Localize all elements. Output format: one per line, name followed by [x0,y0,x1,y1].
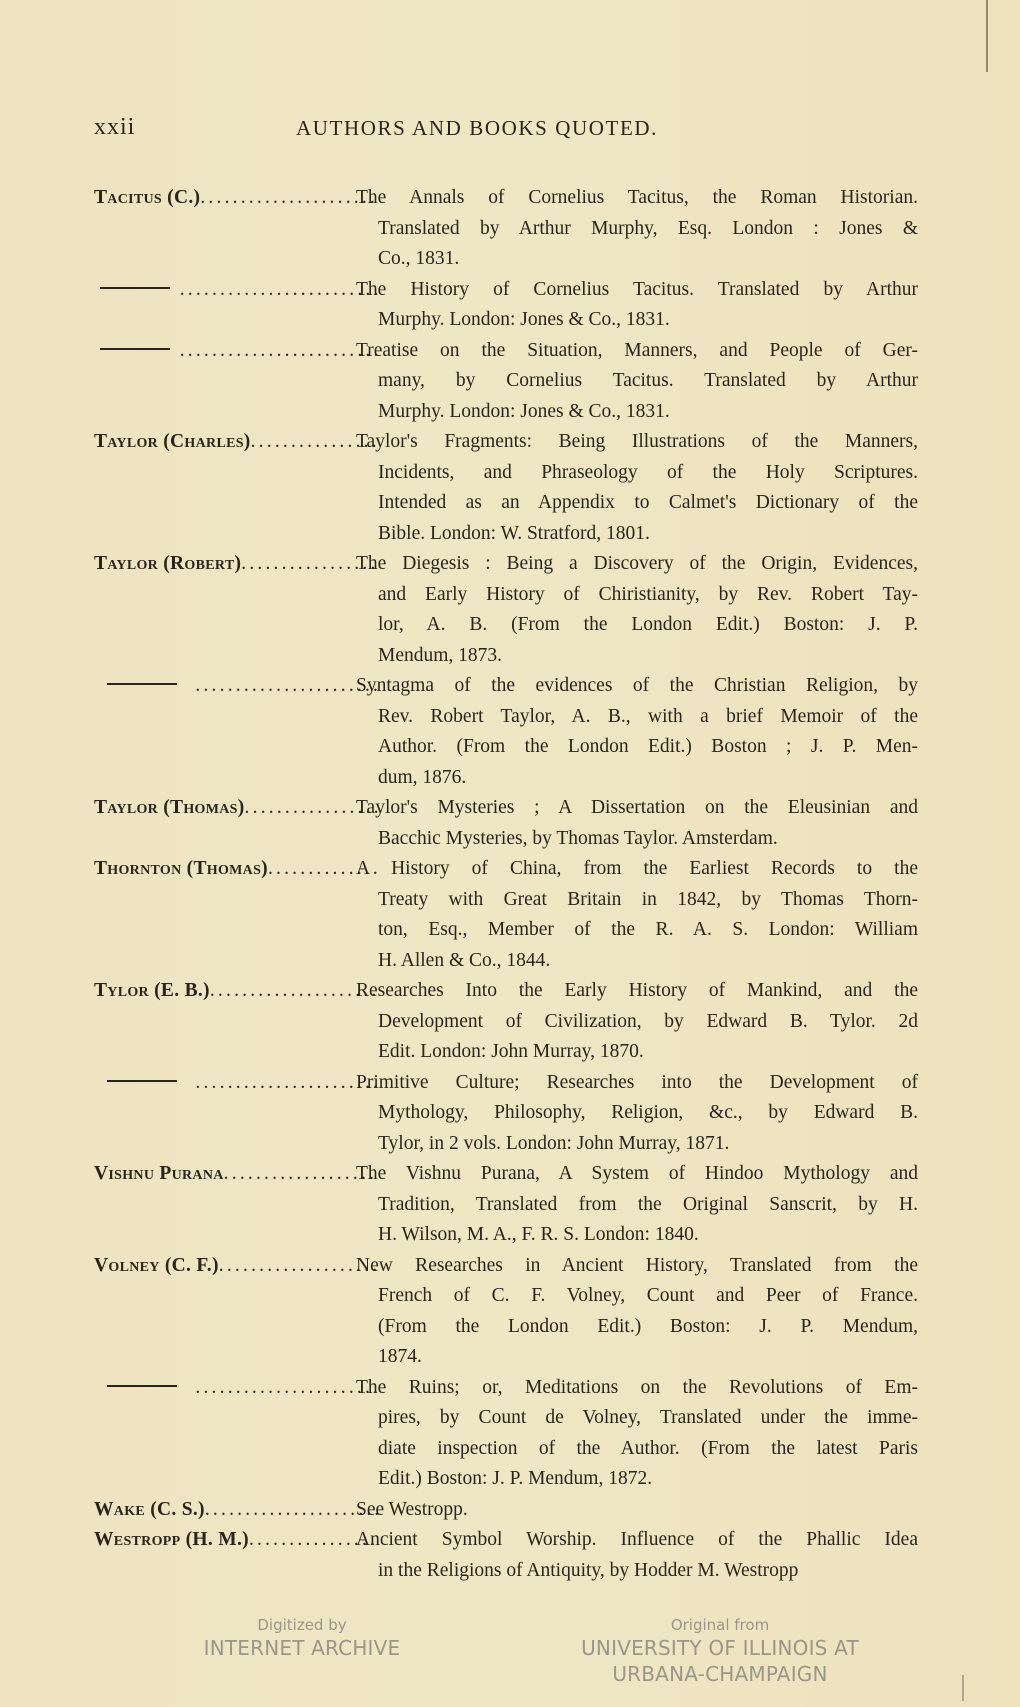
book-description-line: Intended as an Appendix to Calmet's Dictionary of the [378,492,918,513]
author-name: Wake (C. S.) [94,1498,205,1520]
book-description-line: Edit. London: John Murray, 1870. [378,1041,644,1062]
entry-author-column [94,336,378,367]
book-description-line: Primitive Culture; Researches into the Development of [356,1071,918,1093]
entry-author-column [94,549,378,580]
bibliography-entry [94,671,918,793]
bibliography-entry [94,1068,918,1160]
leader-dots [195,1373,378,1404]
book-description-line: Bible. London: W. Stratford, 1801. [378,522,650,544]
page-number: xxii [94,114,136,140]
entry-author-column [94,1068,378,1099]
entry-author-column [94,183,378,214]
entry-author-column [94,793,378,824]
book-description-line: ton, Esq., Member of the R. A. S. London: William [378,919,918,940]
book-description-line: and Early History of Chiristianity, by Rev. Robert Tay- [378,583,918,605]
entry-book-description [356,793,918,854]
page-edge-mark-bottom [962,1675,964,1701]
author-name: Taylor (Charles) [94,431,251,452]
bibliography-entry [94,976,918,1068]
book-description-line: Author. (From the London Edit.) Boston ; J. P. Men- [378,736,918,757]
digitized-by-block [182,1615,422,1661]
entry-book-description [356,1525,918,1586]
book-description-line: Researches Into the Early History of Mankind, and the [356,980,918,1001]
ditto-dash [100,287,170,289]
author-name: Taylor (Robert) [94,553,242,574]
bibliography-entry [94,183,918,275]
entry-book-description [356,976,918,1068]
book-description-line: Syntagma of the evidences of the Christian Religion, by [356,675,918,696]
book-description-line: 1874. [378,1346,422,1367]
leader-dots [180,275,378,306]
leader-dots [200,183,378,214]
book-description-line: Murphy. London: Jones & Co., 1831. [378,309,670,330]
leader-dots [195,671,378,702]
book-description-line: French of C. F. Volney, Count and Peer of France. [378,1285,918,1306]
ditto-dash [107,1080,177,1082]
original-from-caption: Original from [670,1616,770,1634]
book-description-line: Co., 1831. [378,248,460,269]
leader-dots [210,976,378,1007]
book-description-line: lor, A. B. (From the London Edit.) Boston: J. P. [378,614,918,635]
book-description-line: Development of Civilization, by Edward B. Tylor. 2d [378,1010,918,1032]
bibliography-entry [94,1251,918,1373]
entry-book-description [356,1159,918,1251]
book-description-line: many, by Cornelius Tacitus. Translated by Arthur [378,370,918,391]
author-name: Volney (C. F.) [94,1254,219,1276]
book-description-line: Mendum, 1873. [378,644,503,666]
entry-author-column [94,1373,378,1404]
book-description-line: Taylor's Fragments: Being Illustrations of the Manners, [356,431,918,452]
digitized-by-caption: Digitized by [257,1616,347,1634]
page-header [94,114,934,144]
entry-book-description [356,671,918,793]
leader-dots [224,1159,378,1190]
running-title: AUTHORS AND BOOKS QUOTED. [296,116,659,140]
book-description-line: Tradition, Translated from the Original Sanscrit, by H. [378,1193,918,1215]
book-description-line: in the Religions of Antiquity, by Hodder M. Westropp [378,1559,799,1581]
book-description-line: Treatise on the Situation, Manners, and People of Ger- [356,339,918,361]
book-description-line: The Annals of Cornelius Tacitus, the Roman Historian. [356,187,918,208]
source-library-line1: UNIVERSITY OF ILLINOIS AT [581,1636,859,1660]
ditto-dash [107,1385,177,1387]
book-description-line: H. Wilson, M. A., F. R. S. London: 1840. [378,1224,699,1245]
book-description-line: Edit.) Boston: J. P. Mendum, 1872. [378,1468,653,1489]
bibliography-entry [94,549,918,671]
author-name: Tacitus (C.) [94,187,201,208]
entry-book-description [356,183,918,275]
author-name: Westropp (H. M.) [94,1529,249,1550]
book-description-line: Incidents, and Phraseology of the Holy Scriptures. [378,461,918,483]
book-description-line: Rev. Robert Taylor, A. B., with a brief Memoir of the [378,705,918,727]
entry-author-column [94,275,378,306]
book-description-line: The Vishnu Purana, A System of Hindoo Mythology and [356,1163,918,1184]
bibliography-entry [94,1159,918,1251]
entry-author-column [94,1251,378,1282]
leader-dots [180,336,378,367]
book-description-line: Taylor's Mysteries ; A Dissertation on the Eleusinian and [356,797,918,818]
book-description-line: Bacchic Mysteries, by Thomas Taylor. Amsterdam. [378,827,778,849]
book-description-line: diate inspection of the Author. (From the latest Paris [378,1437,918,1459]
original-from-block [560,1615,880,1687]
entry-book-description [356,1373,918,1495]
leader-dots [219,1251,378,1282]
book-description-line: Treaty with Great Britain in 1842, by Thomas Thorn- [378,888,918,910]
entry-book-description [356,854,918,976]
entry-book-description [356,1251,918,1373]
book-description-line: dum, 1876. [378,766,467,788]
book-description-line: Murphy. London: Jones & Co., 1831. [378,400,670,422]
book-description-line: The Diegesis : Being a Discovery of the Origin, Evidences, [356,553,918,574]
bibliography-list [94,183,918,1586]
entry-book-description [356,549,918,671]
entry-author-column [94,976,378,1007]
page-edge-mark [986,0,988,72]
entry-author-column [94,671,378,702]
book-description-line: New Researches in Ancient History, Translated from the [356,1254,918,1276]
book-description-line: pires, by Count de Volney, Translated under the imme- [378,1407,918,1428]
entry-book-description [356,427,918,549]
bibliography-entry [94,275,918,336]
bibliography-entry [94,793,918,854]
book-description-line: H. Allen & Co., 1844. [378,949,551,971]
bibliography-entry [94,1495,918,1526]
entry-author-column [94,854,378,885]
entry-book-description [356,1495,918,1526]
entry-author-column [94,1159,378,1190]
bibliography-entry [94,1373,918,1495]
source-library-line2: URBANA-CHAMPAIGN [612,1662,828,1686]
author-name: Vishnu Purana [94,1163,224,1184]
leader-dots [195,1068,378,1099]
entry-author-column [94,427,378,458]
bibliography-entry [94,336,918,428]
ditto-dash [100,348,170,350]
entry-author-column [94,1525,378,1556]
book-description-line: Translated by Arthur Murphy, Esq. London : Jones & [378,217,918,239]
book-description-line: Tylor, in 2 vols. London: John Murray, 1871. [378,1132,730,1154]
entry-book-description [356,336,918,428]
book-description-line: See Westropp. [356,1498,468,1520]
book-description-line: The Ruins; or, Meditations on the Revolutions of Em- [356,1376,918,1398]
entry-book-description [356,1068,918,1160]
book-description-line: (From the London Edit.) Boston: J. P. Mendum, [378,1315,918,1337]
bibliography-entry [94,854,918,976]
ditto-dash [107,683,177,685]
book-description-line: Ancient Symbol Worship. Influence of the Phallic Idea [356,1529,918,1550]
book-description-line: A History of China, from the Earliest Records to the [356,858,918,879]
author-name: Thornton (Thomas) [94,858,268,879]
book-description-line: The History of Cornelius Tacitus. Translated by Arthur [356,278,918,300]
bibliography-entry [94,427,918,549]
leader-dots [205,1495,378,1526]
digitizer-name: INTERNET ARCHIVE [203,1636,401,1660]
entry-author-column [94,1495,378,1526]
book-description-line: Mythology, Philosophy, Religion, &c., by Edward B. [378,1102,918,1123]
entry-book-description [356,275,918,336]
author-name: Tylor (E. B.) [94,980,210,1001]
bibliography-entry [94,1525,918,1586]
author-name: Taylor (Thomas) [94,797,245,818]
